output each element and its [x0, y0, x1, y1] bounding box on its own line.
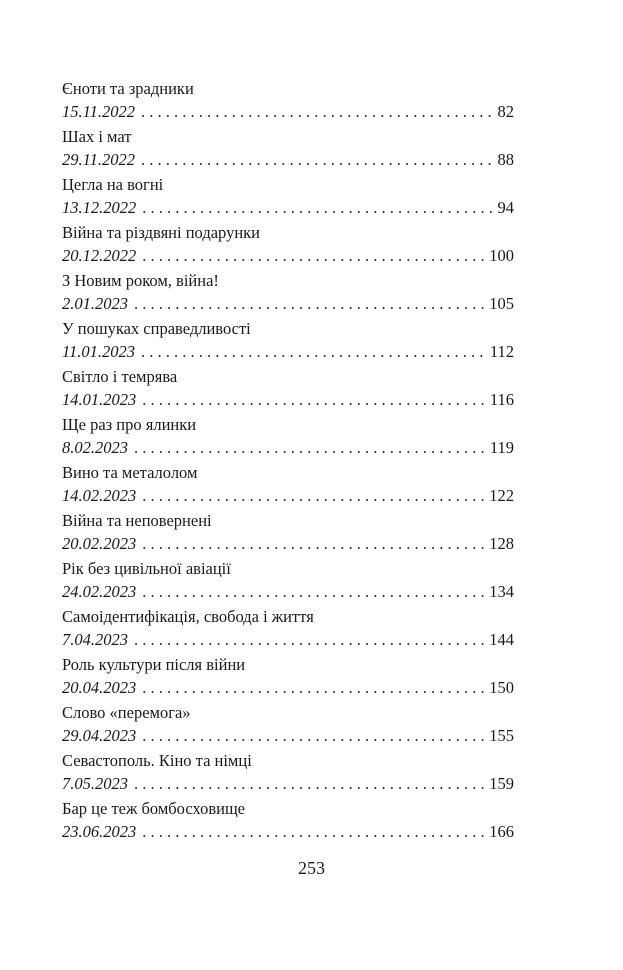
toc-entry-title: Ще раз про ялинки [62, 415, 197, 434]
toc-entry-title: Цегла на вогні [62, 175, 164, 194]
toc-leader-dots [141, 101, 495, 123]
toc-entry [62, 270, 514, 318]
toc-leader-dots [142, 197, 495, 219]
toc-entry-title: З Новим роком, війна! [62, 271, 219, 290]
toc-entry-title: Війна та різдвяні подарунки [62, 223, 260, 242]
toc-leader-dots [142, 725, 487, 747]
toc-entry-page: 144 [489, 630, 514, 649]
toc-entry [62, 78, 514, 126]
toc-entry-date: 7.04.2023 [62, 630, 128, 649]
toc-entry-title: Вино та металолом [62, 463, 198, 482]
toc-entry-line [62, 389, 514, 412]
toc-entry-date: 13.12.2022 [62, 198, 137, 217]
toc-leader-dots [142, 245, 487, 267]
toc-entry [62, 126, 514, 174]
toc-entry [62, 366, 514, 414]
toc-entry-date: 29.11.2022 [62, 150, 136, 169]
toc-entry-line [62, 821, 514, 844]
toc-entry-page: 88 [497, 150, 514, 169]
toc-entry-line [62, 245, 514, 268]
toc-leader-dots [142, 533, 487, 555]
toc-entry-line [62, 581, 514, 604]
toc-entry-page: 94 [497, 198, 514, 217]
toc-leader-dots [134, 437, 488, 459]
toc-entry-date: 14.02.2023 [62, 486, 137, 505]
toc-entry-title: Шах і мат [62, 127, 132, 146]
toc-entry-date: 7.05.2023 [62, 774, 128, 793]
toc-entry-title: Севастополь. Кіно та німці [62, 751, 252, 770]
toc-leader-dots [134, 293, 487, 315]
toc-entry [62, 462, 514, 510]
toc-entry-line [62, 197, 514, 220]
toc-entry-line [62, 533, 514, 556]
toc-entry-line [62, 437, 514, 460]
toc-entry-title: Рік без цивільної авіації [62, 559, 231, 578]
toc-entry [62, 702, 514, 750]
toc-entry-date: 8.02.2023 [62, 438, 128, 457]
toc-entry-page: 105 [489, 294, 514, 313]
toc-entry-date: 29.04.2023 [62, 726, 137, 745]
toc-entry-line [62, 773, 514, 796]
toc-entry-page: 150 [489, 678, 514, 697]
toc-entry-page: 112 [489, 342, 514, 361]
toc-entry-title: Бар це теж бомбосховище [62, 799, 245, 818]
toc-entry [62, 318, 514, 366]
toc-entry-line [62, 293, 514, 316]
toc-entry [62, 606, 514, 654]
toc-entry-line [62, 725, 514, 748]
toc-entry-line [62, 629, 514, 652]
toc-entry-title: Самоідентифікація, свобода і життя [62, 607, 314, 626]
toc-entry-page: 82 [497, 102, 514, 121]
toc-entry-line [62, 341, 514, 364]
toc-entry [62, 222, 514, 270]
toc-entry-date: 20.04.2023 [62, 678, 137, 697]
toc-entry-page: 155 [489, 726, 514, 745]
toc-entry-page: 166 [489, 822, 514, 841]
table-of-contents [62, 78, 514, 846]
toc-entry-date: 24.02.2023 [62, 582, 137, 601]
toc-entry-page: 159 [489, 774, 514, 793]
toc-leader-dots [134, 629, 487, 651]
toc-entry-title: У пошуках справедливості [62, 319, 251, 338]
toc-entry-page: 122 [489, 486, 514, 505]
toc-entry-date: 23.06.2023 [62, 822, 137, 841]
toc-entry-line [62, 677, 514, 700]
toc-leader-dots [142, 581, 487, 603]
toc-entry [62, 510, 514, 558]
toc-entry-title: Єноти та зрадники [62, 79, 194, 98]
page-number: 253 [298, 858, 325, 878]
toc-entry-page: 134 [489, 582, 514, 601]
toc-entry-date: 2.01.2023 [62, 294, 128, 313]
toc-entry-date: 20.02.2023 [62, 534, 137, 553]
toc-leader-dots [142, 389, 488, 411]
toc-entry [62, 414, 514, 462]
toc-entry-page: 116 [489, 390, 514, 409]
toc-entry-date: 11.01.2023 [62, 342, 136, 361]
toc-entry-date: 20.12.2022 [62, 246, 137, 265]
toc-leader-dots [141, 149, 495, 171]
toc-entry-title: Слово «перемога» [62, 703, 191, 722]
toc-entry-page: 128 [489, 534, 514, 553]
toc-entry [62, 558, 514, 606]
toc-entry-title: Війна та неповернені [62, 511, 212, 530]
toc-entry-date: 15.11.2022 [62, 102, 136, 121]
toc-entry-page: 100 [489, 246, 514, 265]
toc-entry-date: 14.01.2023 [62, 390, 137, 409]
toc-entry [62, 798, 514, 846]
toc-entry [62, 750, 514, 798]
toc-leader-dots [141, 341, 488, 363]
toc-leader-dots [142, 485, 487, 507]
toc-entry-title: Роль культури після війни [62, 655, 246, 674]
toc-entry-page: 119 [489, 438, 514, 457]
toc-entry [62, 654, 514, 702]
toc-entry-line [62, 101, 514, 124]
toc-leader-dots [142, 821, 487, 843]
toc-entry-title: Світло і темрява [62, 367, 178, 386]
toc-entry-line [62, 149, 514, 172]
toc-leader-dots [134, 773, 487, 795]
toc-entry-line [62, 485, 514, 508]
toc-leader-dots [142, 677, 487, 699]
toc-entry [62, 174, 514, 222]
